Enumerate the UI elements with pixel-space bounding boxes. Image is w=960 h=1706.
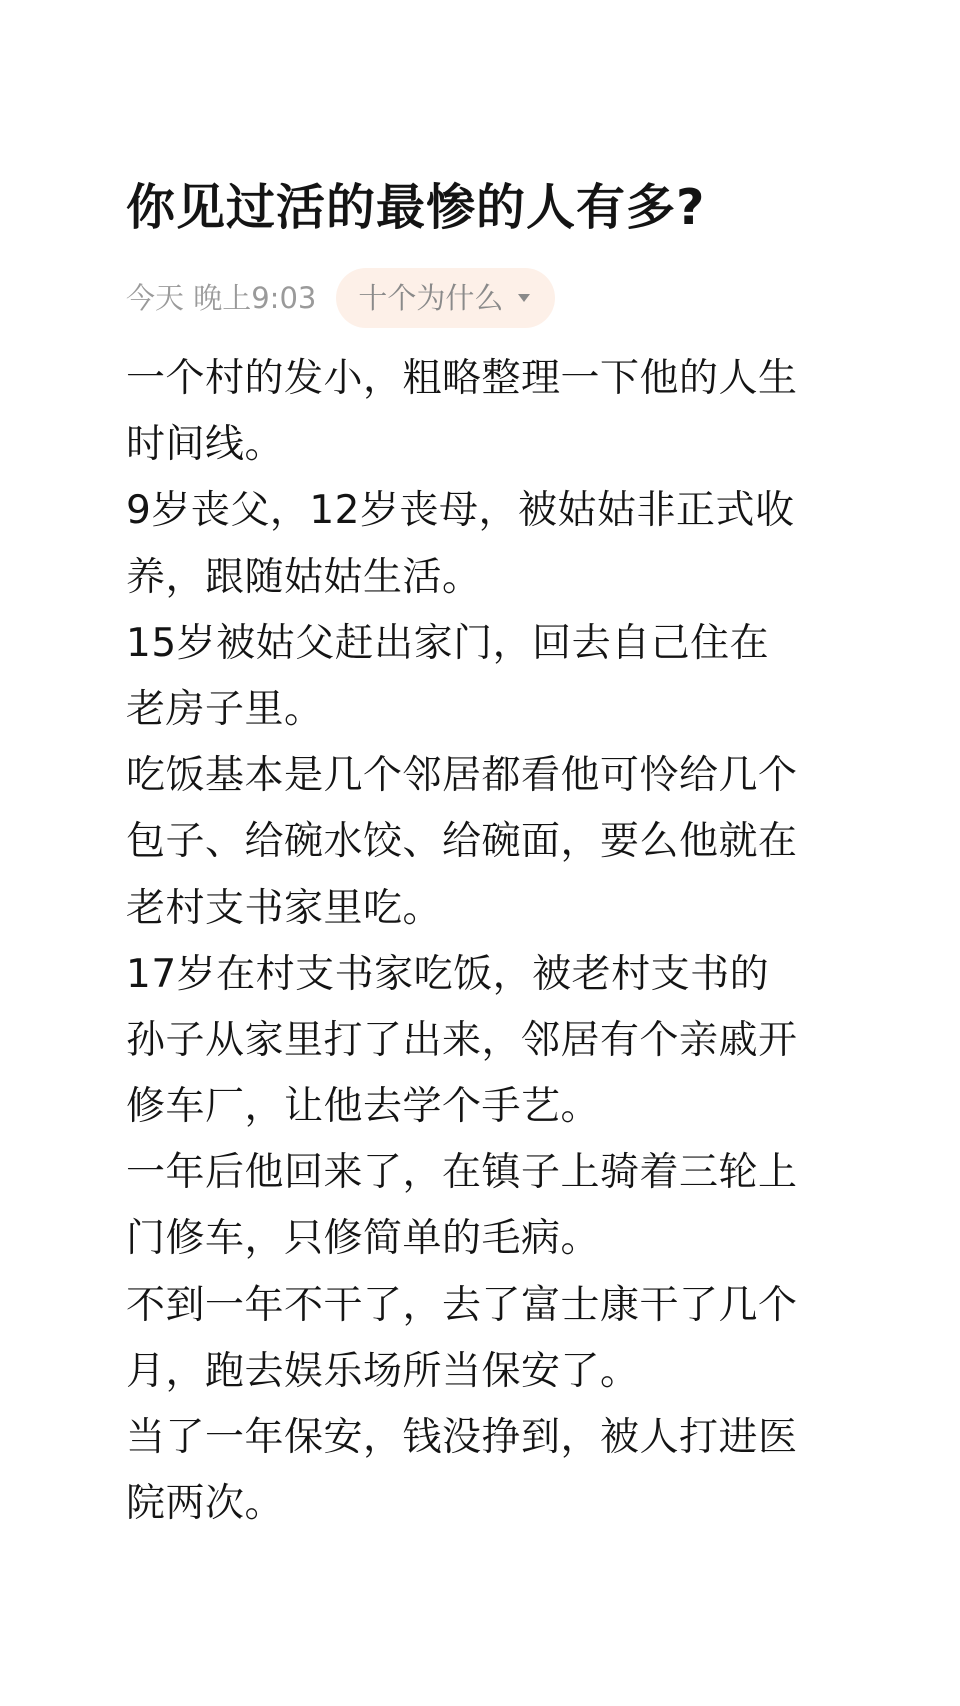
- body-line: 一个村的发小，粗略整理一下他的人生: [126, 356, 798, 401]
- body-line: 孙子从家里打了出来，邻居有个亲戚开: [126, 1017, 798, 1063]
- caret-down-icon: [517, 293, 531, 303]
- post-body: [126, 346, 856, 1537]
- body-line: 修车厂，让他去学个手艺。: [126, 1084, 601, 1130]
- topic-tag-label: 十个为什么: [358, 281, 504, 315]
- body-line: 月，跑去娱乐场所当保安了。: [126, 1348, 640, 1394]
- body-line: 15岁被姑父赶出家门，回去自己住在: [126, 620, 770, 666]
- body-line: 包子、给碗水饺、给碗面，要么他就在: [126, 819, 798, 865]
- post-time: 今天 晚上9:03: [126, 281, 317, 315]
- body-line: 老房子里。: [126, 686, 324, 732]
- body-line: 一年后他回来了，在镇子上骑着三轮上: [126, 1150, 798, 1196]
- body-line: 17岁在村支书家吃饭，被老村支书的: [126, 951, 770, 997]
- body-line: 9岁丧父，12岁丧母，被姑姑非正式收: [126, 488, 795, 534]
- topic-tag-button[interactable]: [336, 268, 555, 328]
- body-line: 吃饭基本是几个邻居都看他可怜给几个: [126, 753, 798, 799]
- body-line: 门修车，只修简单的毛病。: [126, 1216, 601, 1262]
- post-title: 你见过活的最惨的人有多?: [126, 179, 706, 236]
- body-line: 时间线。: [126, 422, 285, 468]
- body-line: 养，跟随姑姑生活。: [126, 554, 482, 600]
- body-line: 老村支书家里吃。: [126, 885, 443, 931]
- post-meta: [126, 268, 555, 328]
- body-line: 院两次。: [126, 1481, 285, 1527]
- body-line: 当了一年保安，钱没挣到，被人打进医: [126, 1415, 798, 1460]
- body-line: 不到一年不干了，去了富士康干了几个: [126, 1282, 798, 1328]
